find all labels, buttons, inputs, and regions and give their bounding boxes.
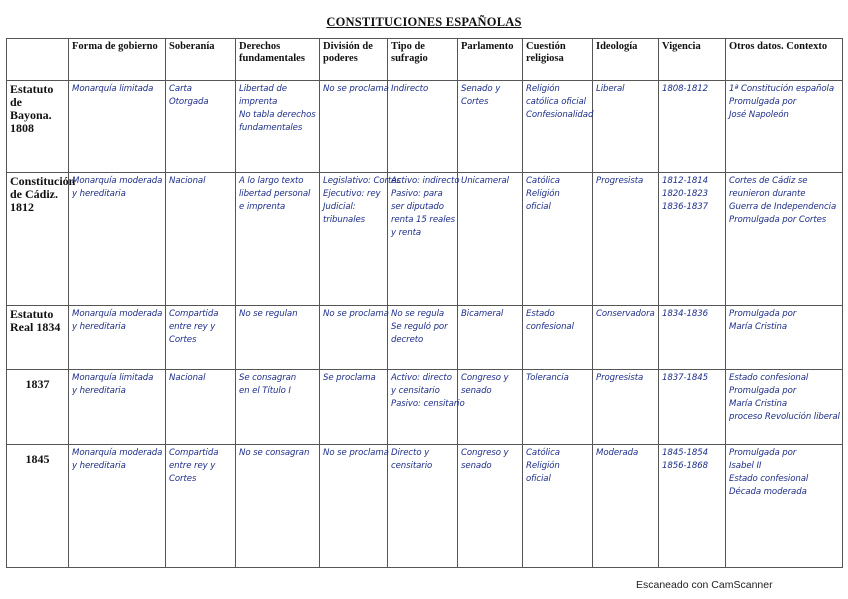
handwritten-line: Liberal bbox=[596, 84, 625, 94]
handwritten-line: No se consagran bbox=[239, 447, 310, 458]
handwritten-line: Promulgada por bbox=[729, 385, 797, 396]
handwritten-line: Promulgada por Cortes bbox=[729, 215, 827, 226]
handwritten-line: 1856-1868 bbox=[662, 460, 708, 471]
handwritten-line: Confesionalidad bbox=[526, 110, 594, 120]
handwritten-line: Guerra de Independencia bbox=[729, 202, 837, 213]
handwritten-line: Tolerancia bbox=[526, 372, 569, 383]
handwritten-cell bbox=[458, 306, 523, 369]
handwritten-cell bbox=[236, 306, 320, 369]
handwritten-cell bbox=[320, 369, 388, 444]
handwritten-cell bbox=[236, 173, 320, 306]
handwritten-line: y hereditaria bbox=[72, 385, 126, 396]
handwritten-line: Legislativo: Cortes bbox=[323, 176, 401, 187]
handwritten-line: decreto bbox=[391, 335, 424, 346]
handwritten-cell bbox=[593, 81, 659, 173]
header-vigencia: Vigencia bbox=[659, 39, 726, 81]
handwritten-line: Indirecto bbox=[391, 84, 429, 94]
handwritten-cell bbox=[659, 173, 726, 306]
handwritten-line: No tabla derechos bbox=[239, 110, 316, 120]
handwritten-cell bbox=[320, 81, 388, 173]
handwritten-line: entre rey y bbox=[169, 322, 216, 333]
handwritten-cell bbox=[388, 444, 458, 567]
handwritten-line: confesional bbox=[526, 322, 574, 333]
handwritten-line: Cortes bbox=[461, 97, 489, 107]
handwritten-line: y censitario bbox=[391, 385, 440, 396]
handwritten-cell bbox=[320, 173, 401, 306]
handwritten-cell bbox=[593, 369, 659, 444]
handwritten-cell bbox=[166, 444, 236, 567]
handwritten-cell bbox=[726, 173, 843, 306]
handwritten-line: y hereditaria bbox=[72, 189, 126, 200]
handwritten-line: censitario bbox=[391, 460, 433, 471]
handwritten-cell bbox=[458, 173, 523, 306]
handwritten-line: Conservadora bbox=[596, 309, 655, 320]
handwritten-cell bbox=[388, 81, 458, 173]
handwritten-line: Católica bbox=[526, 447, 560, 458]
handwritten-line: proceso Revolución liberal bbox=[729, 411, 840, 422]
header-forma-gobierno: Forma de gobierno bbox=[69, 39, 166, 81]
header-derechos: Derechos fundamentales bbox=[236, 39, 320, 81]
handwritten-cell bbox=[458, 369, 523, 444]
handwritten-line: A lo largo texto bbox=[239, 176, 304, 187]
handwritten-cell bbox=[236, 369, 320, 444]
handwritten-line: Nacional bbox=[169, 372, 206, 383]
handwritten-cell bbox=[320, 306, 388, 369]
handwritten-line: Judicial: bbox=[323, 202, 356, 213]
handwritten-line: senado bbox=[461, 460, 492, 471]
handwritten-cell bbox=[166, 306, 236, 369]
handwritten-line: José Napoleón bbox=[729, 110, 789, 120]
handwritten-line: Se reguló por bbox=[391, 322, 448, 333]
page-title: CONSTITUCIONES ESPAÑOLAS bbox=[326, 15, 522, 29]
row-label: Estatuto Real 1834 bbox=[7, 306, 69, 369]
handwritten-line: libertad personal bbox=[239, 189, 311, 200]
handwritten-line: María Cristina bbox=[729, 398, 788, 409]
handwritten-line: Activo: indirecto bbox=[391, 176, 460, 187]
handwritten-cell bbox=[388, 173, 458, 306]
handwritten-line: Promulgada por bbox=[729, 447, 797, 458]
handwritten-cell bbox=[458, 81, 523, 173]
handwritten-cell bbox=[726, 81, 843, 173]
handwritten-line: 1812-1814 bbox=[662, 176, 708, 187]
row-label: 1845 bbox=[7, 444, 69, 567]
handwritten-cell bbox=[726, 444, 843, 567]
handwritten-line: No se proclama bbox=[323, 309, 389, 320]
handwritten-line: Directo y bbox=[391, 447, 430, 458]
handwritten-line: reunieron durante bbox=[729, 189, 806, 200]
table-row-bayona-1808 bbox=[7, 81, 843, 173]
handwritten-cell bbox=[523, 444, 593, 567]
handwritten-line: No se proclama bbox=[323, 84, 389, 94]
handwritten-line: renta 15 reales bbox=[391, 215, 456, 226]
handwritten-line: Senado y bbox=[461, 84, 501, 94]
handwritten-cell bbox=[593, 306, 659, 369]
handwritten-cell bbox=[659, 369, 726, 444]
handwritten-line: Otorgada bbox=[169, 97, 209, 107]
handwritten-cell bbox=[69, 444, 166, 567]
handwritten-line: Cortes bbox=[169, 335, 197, 346]
handwritten-line: imprenta bbox=[239, 97, 278, 107]
handwritten-cell bbox=[523, 306, 593, 369]
handwritten-cell bbox=[388, 306, 458, 369]
handwritten-line: 1ª Constitución española bbox=[729, 84, 834, 94]
handwritten-cell bbox=[726, 369, 843, 444]
table-row-cadiz-1812 bbox=[7, 173, 843, 306]
row-label: 1837 bbox=[7, 369, 69, 444]
handwritten-cell bbox=[69, 306, 166, 369]
handwritten-line: Se proclama bbox=[323, 372, 376, 383]
header-division-poderes: División de poderes bbox=[320, 39, 388, 81]
handwritten-cell bbox=[523, 369, 593, 444]
handwritten-line: Nacional bbox=[169, 176, 206, 187]
handwritten-cell bbox=[593, 444, 659, 567]
handwritten-line: Promulgada por bbox=[729, 309, 797, 320]
row-label: Constitución de Cádiz. 1812 bbox=[7, 173, 69, 306]
handwritten-line: Compartida bbox=[169, 447, 219, 458]
handwritten-line: oficial bbox=[526, 473, 551, 484]
handwritten-cell bbox=[69, 369, 166, 444]
handwritten-line: y hereditaria bbox=[72, 322, 126, 333]
handwritten-line: Estado confesional bbox=[729, 372, 809, 383]
row-label: Estatuto de Bayona. 1808 bbox=[7, 81, 69, 173]
handwritten-cell bbox=[236, 444, 320, 567]
handwritten-line: católica oficial bbox=[526, 97, 586, 107]
handwritten-line: 1837-1845 bbox=[662, 372, 708, 383]
handwritten-cell bbox=[523, 173, 593, 306]
table-row-constitucion-1837 bbox=[7, 369, 843, 444]
handwritten-line: 1808-1812 bbox=[662, 84, 708, 94]
header-otros-datos: Otros datos. Contexto bbox=[726, 39, 843, 81]
handwritten-line: Monarquía moderada bbox=[72, 176, 163, 187]
handwritten-line: tribunales bbox=[323, 215, 366, 226]
handwritten-cell bbox=[659, 81, 726, 173]
handwritten-line: Estado confesional bbox=[729, 473, 809, 484]
handwritten-cell bbox=[458, 444, 523, 567]
handwritten-line: Moderada bbox=[596, 447, 639, 458]
handwritten-cell bbox=[388, 369, 465, 444]
handwritten-line: Bicameral bbox=[461, 309, 504, 320]
table-row-constitucion-1845 bbox=[7, 444, 843, 567]
table-row-estatuto-real-1834 bbox=[7, 306, 843, 369]
handwritten-line: 1834-1836 bbox=[662, 309, 708, 320]
header-row bbox=[7, 39, 843, 81]
handwritten-line: 1820-1823 bbox=[662, 189, 708, 200]
handwritten-cell bbox=[166, 81, 236, 173]
handwritten-cell bbox=[593, 173, 659, 306]
header-parlamento: Parlamento bbox=[458, 39, 523, 81]
handwritten-line: Monarquía limitada bbox=[72, 372, 154, 383]
handwritten-cell bbox=[523, 81, 593, 173]
header-ideologia: Ideología bbox=[593, 39, 659, 81]
handwritten-line: Promulgada por bbox=[729, 97, 797, 107]
handwritten-line: Progresista bbox=[596, 176, 644, 187]
handwritten-cell bbox=[69, 81, 166, 173]
handwritten-line: entre rey y bbox=[169, 460, 216, 471]
handwritten-line: Década moderada bbox=[729, 486, 807, 497]
handwritten-line: Se consagran bbox=[239, 372, 297, 383]
handwritten-line: Progresista bbox=[596, 372, 644, 383]
handwritten-line: María Cristina bbox=[729, 322, 788, 333]
handwritten-line: Compartida bbox=[169, 309, 219, 320]
handwritten-line: Monarquía limitada bbox=[72, 84, 154, 94]
handwritten-line: Carta bbox=[169, 84, 192, 94]
handwritten-line: Religión bbox=[526, 460, 560, 471]
handwritten-line: Pasivo: para bbox=[391, 189, 443, 200]
handwritten-line: Monarquía moderada bbox=[72, 447, 163, 458]
handwritten-line: Ejecutivo: rey bbox=[323, 189, 381, 200]
handwritten-cell bbox=[659, 444, 726, 567]
handwritten-cell bbox=[166, 369, 236, 444]
handwritten-cell bbox=[320, 444, 388, 567]
handwritten-line: Congreso y bbox=[461, 447, 509, 458]
handwritten-cell bbox=[166, 173, 236, 306]
handwritten-line: y hereditaria bbox=[72, 460, 126, 471]
header-cuestion-religiosa: Cuestión religiosa bbox=[523, 39, 593, 81]
handwritten-line: Religión bbox=[526, 189, 560, 200]
handwritten-line: en el Título I bbox=[239, 385, 291, 396]
scanner-footer: Escaneado con CamScanner bbox=[636, 579, 773, 591]
handwritten-line: Activo: directo bbox=[391, 372, 452, 383]
handwritten-line: Estado bbox=[526, 309, 555, 320]
handwritten-line: No se regulan bbox=[239, 309, 298, 320]
handwritten-line: No se regula bbox=[391, 309, 445, 320]
handwritten-line: Pasivo: censitario bbox=[391, 398, 465, 409]
handwritten-line: Monarquía moderada bbox=[72, 309, 163, 320]
header-soberania: Soberanía bbox=[166, 39, 236, 81]
handwritten-cell bbox=[236, 81, 320, 173]
handwritten-cell bbox=[726, 306, 843, 369]
handwritten-line: e imprenta bbox=[239, 202, 286, 213]
handwritten-line: Congreso y bbox=[461, 372, 509, 383]
handwritten-cell bbox=[659, 306, 726, 369]
handwritten-line: Unicameral bbox=[461, 176, 509, 187]
handwritten-line: 1845-1854 bbox=[662, 447, 708, 458]
handwritten-line: Libertad de bbox=[239, 84, 287, 94]
handwritten-line: fundamentales bbox=[239, 123, 303, 133]
handwritten-line: Cortes bbox=[169, 473, 197, 484]
handwritten-line: Isabel II bbox=[729, 460, 762, 471]
handwritten-line: 1836-1837 bbox=[662, 202, 708, 213]
handwritten-line: Religión bbox=[526, 84, 560, 94]
handwritten-line: senado bbox=[461, 385, 492, 396]
handwritten-line: ser diputado bbox=[391, 202, 444, 213]
constitutions-table bbox=[6, 38, 843, 568]
handwritten-cell bbox=[69, 173, 166, 306]
handwritten-line: Católica bbox=[526, 176, 560, 187]
handwritten-line: Cortes de Cádiz se bbox=[729, 176, 808, 187]
handwritten-line: No se proclama bbox=[323, 447, 389, 458]
handwritten-line: oficial bbox=[526, 202, 551, 213]
handwritten-line: y renta bbox=[391, 228, 422, 239]
header-tipo-sufragio: Tipo de sufragio bbox=[388, 39, 458, 81]
header-corner bbox=[7, 39, 69, 81]
